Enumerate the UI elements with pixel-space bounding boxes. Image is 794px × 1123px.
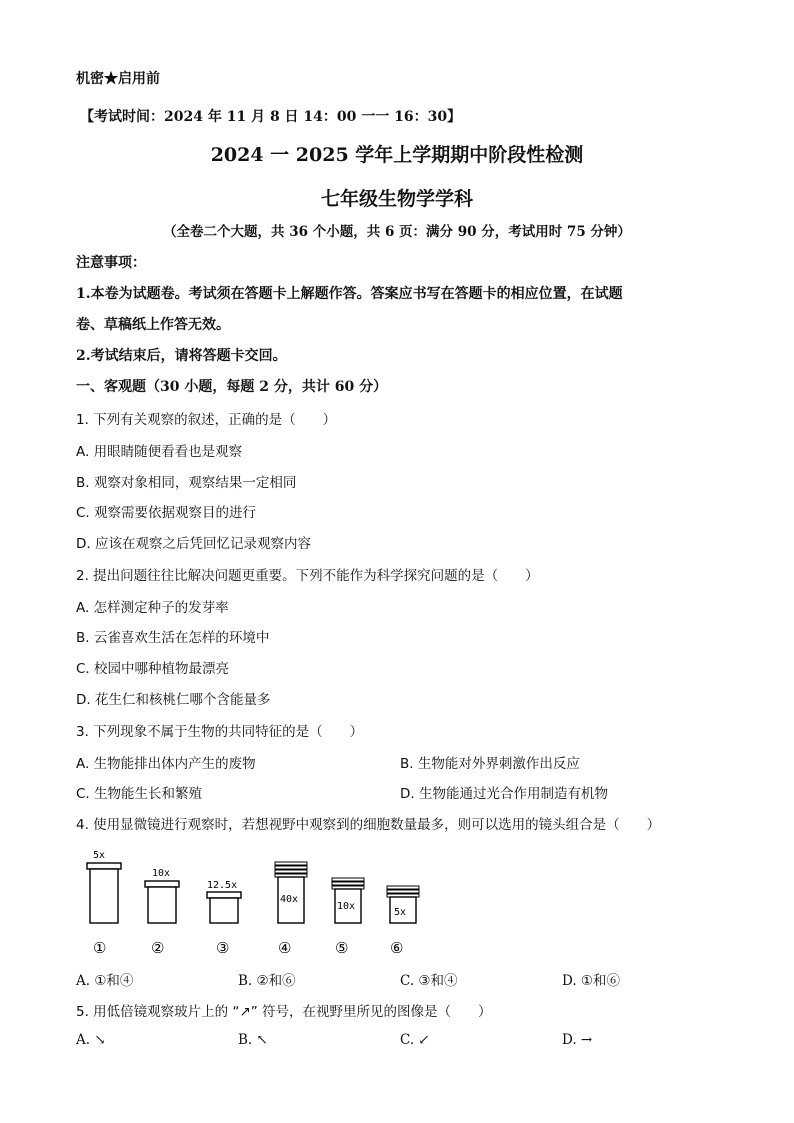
q2-option-a: A. 怎样测定种子的发芽率 <box>76 600 229 616</box>
lens-4-objective-40x <box>275 862 307 957</box>
secret-label: 机密★启用前 <box>76 71 160 87</box>
lens-3-magnification: 12.5x <box>207 880 238 891</box>
note-1-line-1: 1.本卷为试题卷。考试须在答题卡上解题作答。答案应书写在答题卡的相应位置，在试题 <box>76 286 623 302</box>
lens-5-magnification: 10x <box>337 901 356 912</box>
q5-option-d: D. → <box>562 1032 593 1048</box>
lens-1-number: ① <box>93 939 107 957</box>
q2-stem: 2. 提出问题往往比解决问题更重要。下列不能作为科学探究问题的是（ ） <box>76 568 539 584</box>
lens-3-eyepiece-12-5x <box>207 880 241 957</box>
q4-option-d: D. ①和⑥ <box>562 973 621 989</box>
q2-option-c: C. 校园中哪种植物最漂亮 <box>76 661 230 677</box>
lens-6-magnification: 5x <box>394 907 407 918</box>
exam-subject: 七年级生物学学科 <box>320 188 473 210</box>
exam-info: （全卷二个大题，共 36 个小题，共 6 页：满分 90 分，考试用时 75 分钟） <box>163 224 631 240</box>
q1-option-b: B. 观察对象相同，观察结果一定相同 <box>76 475 297 491</box>
q4-option-a: A. ①和④ <box>76 973 134 989</box>
q5-option-c: C. ↙ <box>400 1032 430 1048</box>
note-1-line-2: 卷、草稿纸上作答无效。 <box>76 317 230 333</box>
q3-option-b: B. 生物能对外界刺激作出反应 <box>400 756 580 772</box>
q2-option-b: B. 云雀喜欢生活在怎样的环境中 <box>76 630 270 646</box>
q5-option-a: A. ↘ <box>76 1032 106 1048</box>
q1-option-a: A. 用眼睛随便看看也是观察 <box>76 444 243 460</box>
q3-option-c: C. 生物能生长和繁殖 <box>76 786 203 802</box>
q4-option-c: C. ③和④ <box>400 973 458 989</box>
q1-option-c: C. 观察需要依据观察目的进行 <box>76 505 257 521</box>
section-1-heading: 一、客观题（30 小题，每题 2 分，共计 60 分） <box>76 379 388 395</box>
q3-option-d: D. 生物能通过光合作用制造有机物 <box>400 786 608 802</box>
lens-diagram <box>76 845 436 960</box>
lens-6-number: ⑥ <box>390 939 404 957</box>
q1-option-d: D. 应该在观察之后凭回忆记录观察内容 <box>76 536 311 552</box>
lens-1-eyepiece-5x <box>87 850 121 957</box>
lens-2-eyepiece-10x <box>145 868 179 957</box>
q1-stem: 1. 下列有关观察的叙述，正确的是（ ） <box>76 412 337 428</box>
lens-4-number: ④ <box>278 939 292 957</box>
exam-title: 2024 一 2025 学年上学期期中阶段性检测 <box>210 144 584 166</box>
note-2: 2.考试结束后，请将答题卡交回。 <box>76 348 287 364</box>
lens-5-number: ⑤ <box>335 939 349 957</box>
lens-3-number: ③ <box>216 939 230 957</box>
q5-stem: 5. 用低倍镜观察玻片上的 “↗” 符号，在视野里所见的图像是（ ） <box>76 1004 492 1020</box>
lens-2-number: ② <box>151 939 165 957</box>
q3-option-a: A. 生物能排出体内产生的废物 <box>76 756 256 772</box>
lens-5-objective-10x <box>332 878 364 957</box>
lens-4-magnification: 40x <box>280 894 299 905</box>
q5-option-b: B. ↖ <box>238 1032 268 1048</box>
q2-option-d: D. 花生仁和核桃仁哪个含能量多 <box>76 692 271 708</box>
lens-1-magnification: 5x <box>93 850 106 861</box>
lens-2-magnification: 10x <box>152 868 171 879</box>
q4-stem: 4. 使用显微镜进行观察时，若想视野中观察到的细胞数量最多，则可以选用的镜头组合是（ ） <box>76 817 661 833</box>
lens-6-objective-5x <box>387 886 419 957</box>
q3-stem: 3. 下列现象不属于生物的共同特征的是（ ） <box>76 724 364 740</box>
q4-option-b: B. ②和⑥ <box>238 973 296 989</box>
notes-heading: 注意事项： <box>76 255 146 271</box>
exam-time: 【考试时间：2024 年 11 月 8 日 14：00 一一 16：30】 <box>80 109 462 125</box>
